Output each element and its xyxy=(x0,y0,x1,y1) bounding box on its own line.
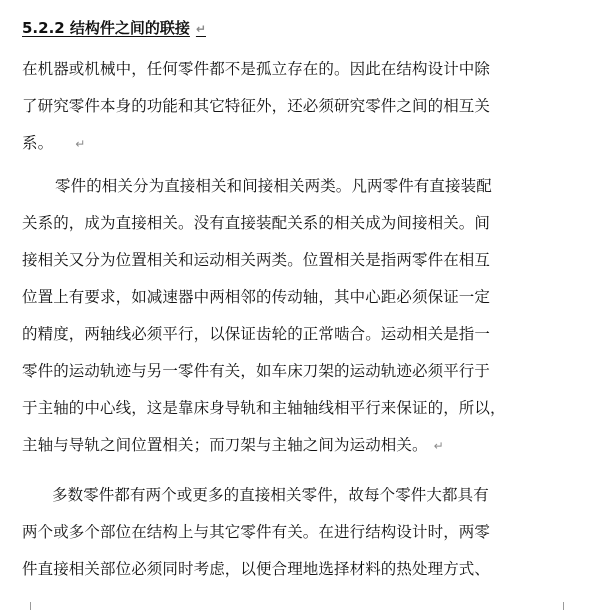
text-line-content: 主轴与导轨之间位置相关；而刀架与主轴之间为运动相关。 xyxy=(22,436,428,454)
text-line xyxy=(22,431,546,460)
text-line: 件直接相关部位必须同时考虑，以便合理地选择材料的热处理方式、 xyxy=(22,560,491,578)
text-line: 于主轴的中心线，这是靠床身导轨和主轴轴线相平行来保证的，所以， xyxy=(22,399,506,417)
text-line: 两个或多个部位在结构上与其它零件有关。在进行结构设计时，两零 xyxy=(22,523,491,541)
text-line: 接相关又分为位置相关和运动相关两类。位置相关是指两零件在相互 xyxy=(22,251,491,269)
page-crop-mark-right xyxy=(563,602,572,610)
paragraph-mark: ↵ xyxy=(195,22,206,36)
text-line: 的精度，两轴线必须平行，以保证齿轮的正常啮合。运动相关是指一 xyxy=(22,325,491,343)
section-heading xyxy=(22,14,206,43)
text-line-content: 系。 xyxy=(22,134,54,152)
text-line: 多数零件都有两个或更多的直接相关零件，故每个零件大都具有 xyxy=(52,486,489,504)
text-line xyxy=(22,129,546,158)
text-line: 位置上有要求，如减速器中两相邻的传动轴，其中心距必须保证一定 xyxy=(22,288,491,306)
text-line: 关系的，成为直接相关。没有直接装配关系的相关成为间接相关。间 xyxy=(22,214,491,232)
text-line: 在机器或机械中，任何零件都不是孤立存在的。因此在结构设计中除 xyxy=(22,60,491,78)
text-line: 零件的相关分为直接相关和间接相关两类。凡两零件有直接装配 xyxy=(55,177,492,195)
text-line: 零件的运动轨迹与另一零件有关，如车床刀架的运动轨迹必须平行于 xyxy=(22,362,491,380)
page-crop-mark-left xyxy=(22,602,31,610)
paragraph-mark: ↵ xyxy=(75,137,86,151)
text-line: 了研究零件本身的功能和其它特征外，还必须研究零件之间的相互关 xyxy=(22,97,491,115)
section-heading-text: 5.2.2 结构件之间的联接 xyxy=(22,19,190,37)
paragraph-mark: ↵ xyxy=(433,439,444,453)
